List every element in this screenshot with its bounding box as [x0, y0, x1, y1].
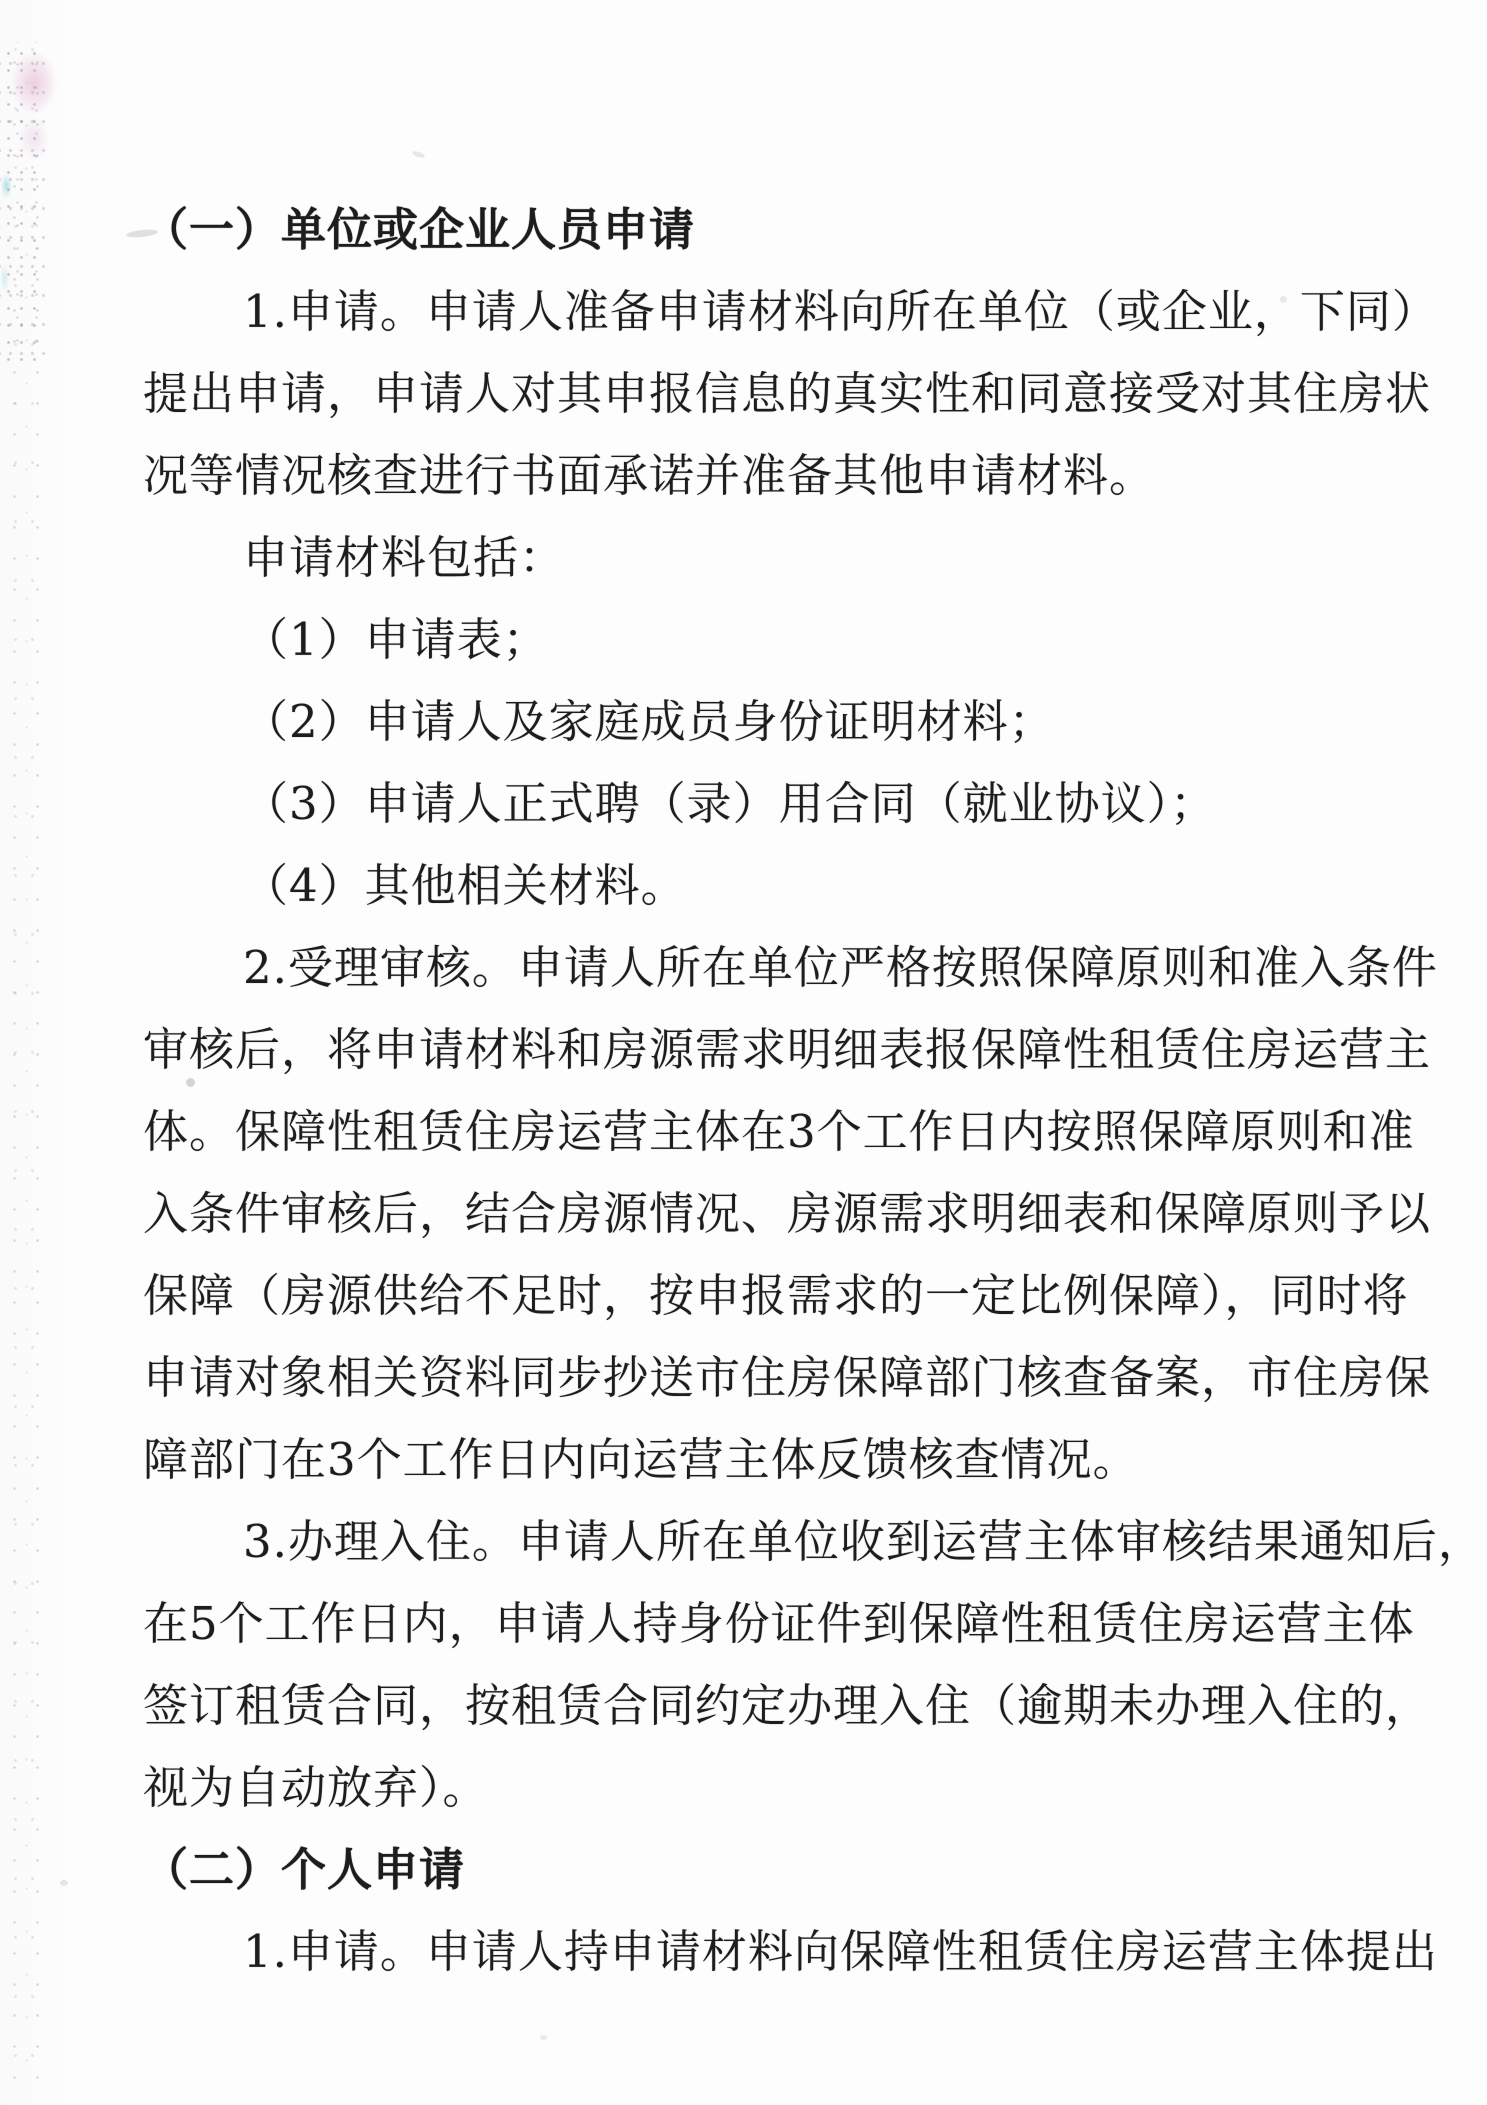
- material-item-1: （1）申请表；: [243, 613, 549, 666]
- step1-apply-line-2: 提出申请，申请人对其申报信息的真实性和同意接受对其住房状: [143, 367, 1432, 420]
- scan-speck-gray-5: [60, 1880, 68, 1886]
- section-heading-unit-application: （一）单位或企业人员申请: [143, 203, 696, 256]
- step2-review-line-1: 2.受理审核。申请人所在单位严格按照保障原则和准入条件: [243, 941, 1438, 994]
- individual-step1-apply-line-1: 1.申请。申请人持申请材料向保障性租赁住房运营主体提出: [243, 1925, 1438, 1978]
- step2-review-line-6: 申请对象相关资料同步抄送市住房保障部门核查备案，市住房保: [143, 1351, 1432, 1404]
- step2-review-line-5: 保障（房源供给不足时，按申报需求的一定比例保障），同时将: [143, 1269, 1409, 1322]
- step3-checkin-line-4: 视为自动放弃）。: [143, 1761, 489, 1814]
- scan-speck-gray-6: [540, 2035, 547, 2040]
- document-body: [143, 189, 1484, 1993]
- scan-speck-cyan-1: [0, 168, 16, 204]
- step3-checkin-line-3: 签订租赁合同，按租赁合同约定办理入住（逾期未办理入住的，: [143, 1679, 1432, 1732]
- scan-blotch-pink-2: [12, 108, 56, 168]
- step3-checkin-line-2: 在5个工作日内，申请人持身份证件到保障性租赁住房运营主体: [143, 1597, 1415, 1650]
- step2-review-line-7: 障部门在3个工作日内向运营主体反馈核查情况。: [143, 1433, 1139, 1486]
- material-item-2: （2）申请人及家庭成员身份证明材料；: [243, 695, 1055, 748]
- scan-speck-cyan-2: [0, 258, 13, 298]
- material-item-4: （4）其他相关材料。: [243, 859, 687, 912]
- step2-review-line-3: 体。保障性租赁住房运营主体在3个工作日内按照保障原则和准: [143, 1105, 1415, 1158]
- scan-speck-gray-4: [412, 150, 426, 159]
- step2-review-line-4: 入条件审核后，结合房源情况、房源需求明细表和保障原则予以: [143, 1187, 1432, 1240]
- step2-review-line-2: 审核后，将申请材料和房源需求明细表报保障性租赁住房运营主: [143, 1023, 1432, 1076]
- section-heading-individual-application: （二）个人申请: [143, 1843, 466, 1896]
- step3-checkin-line-1: 3.办理入住。申请人所在单位收到运营主体审核结果通知后，: [243, 1515, 1484, 1568]
- step1-apply-line-3: 况等情况核查进行书面承诺并准备其他申请材料。: [143, 449, 1156, 502]
- materials-intro: 申请材料包括：: [243, 531, 566, 584]
- step1-apply-line-1: 1.申请。申请人准备申请材料向所在单位（或企业，下同）: [243, 285, 1438, 338]
- material-item-3: （3）申请人正式聘（录）用合同（就业协议）；: [243, 777, 1217, 830]
